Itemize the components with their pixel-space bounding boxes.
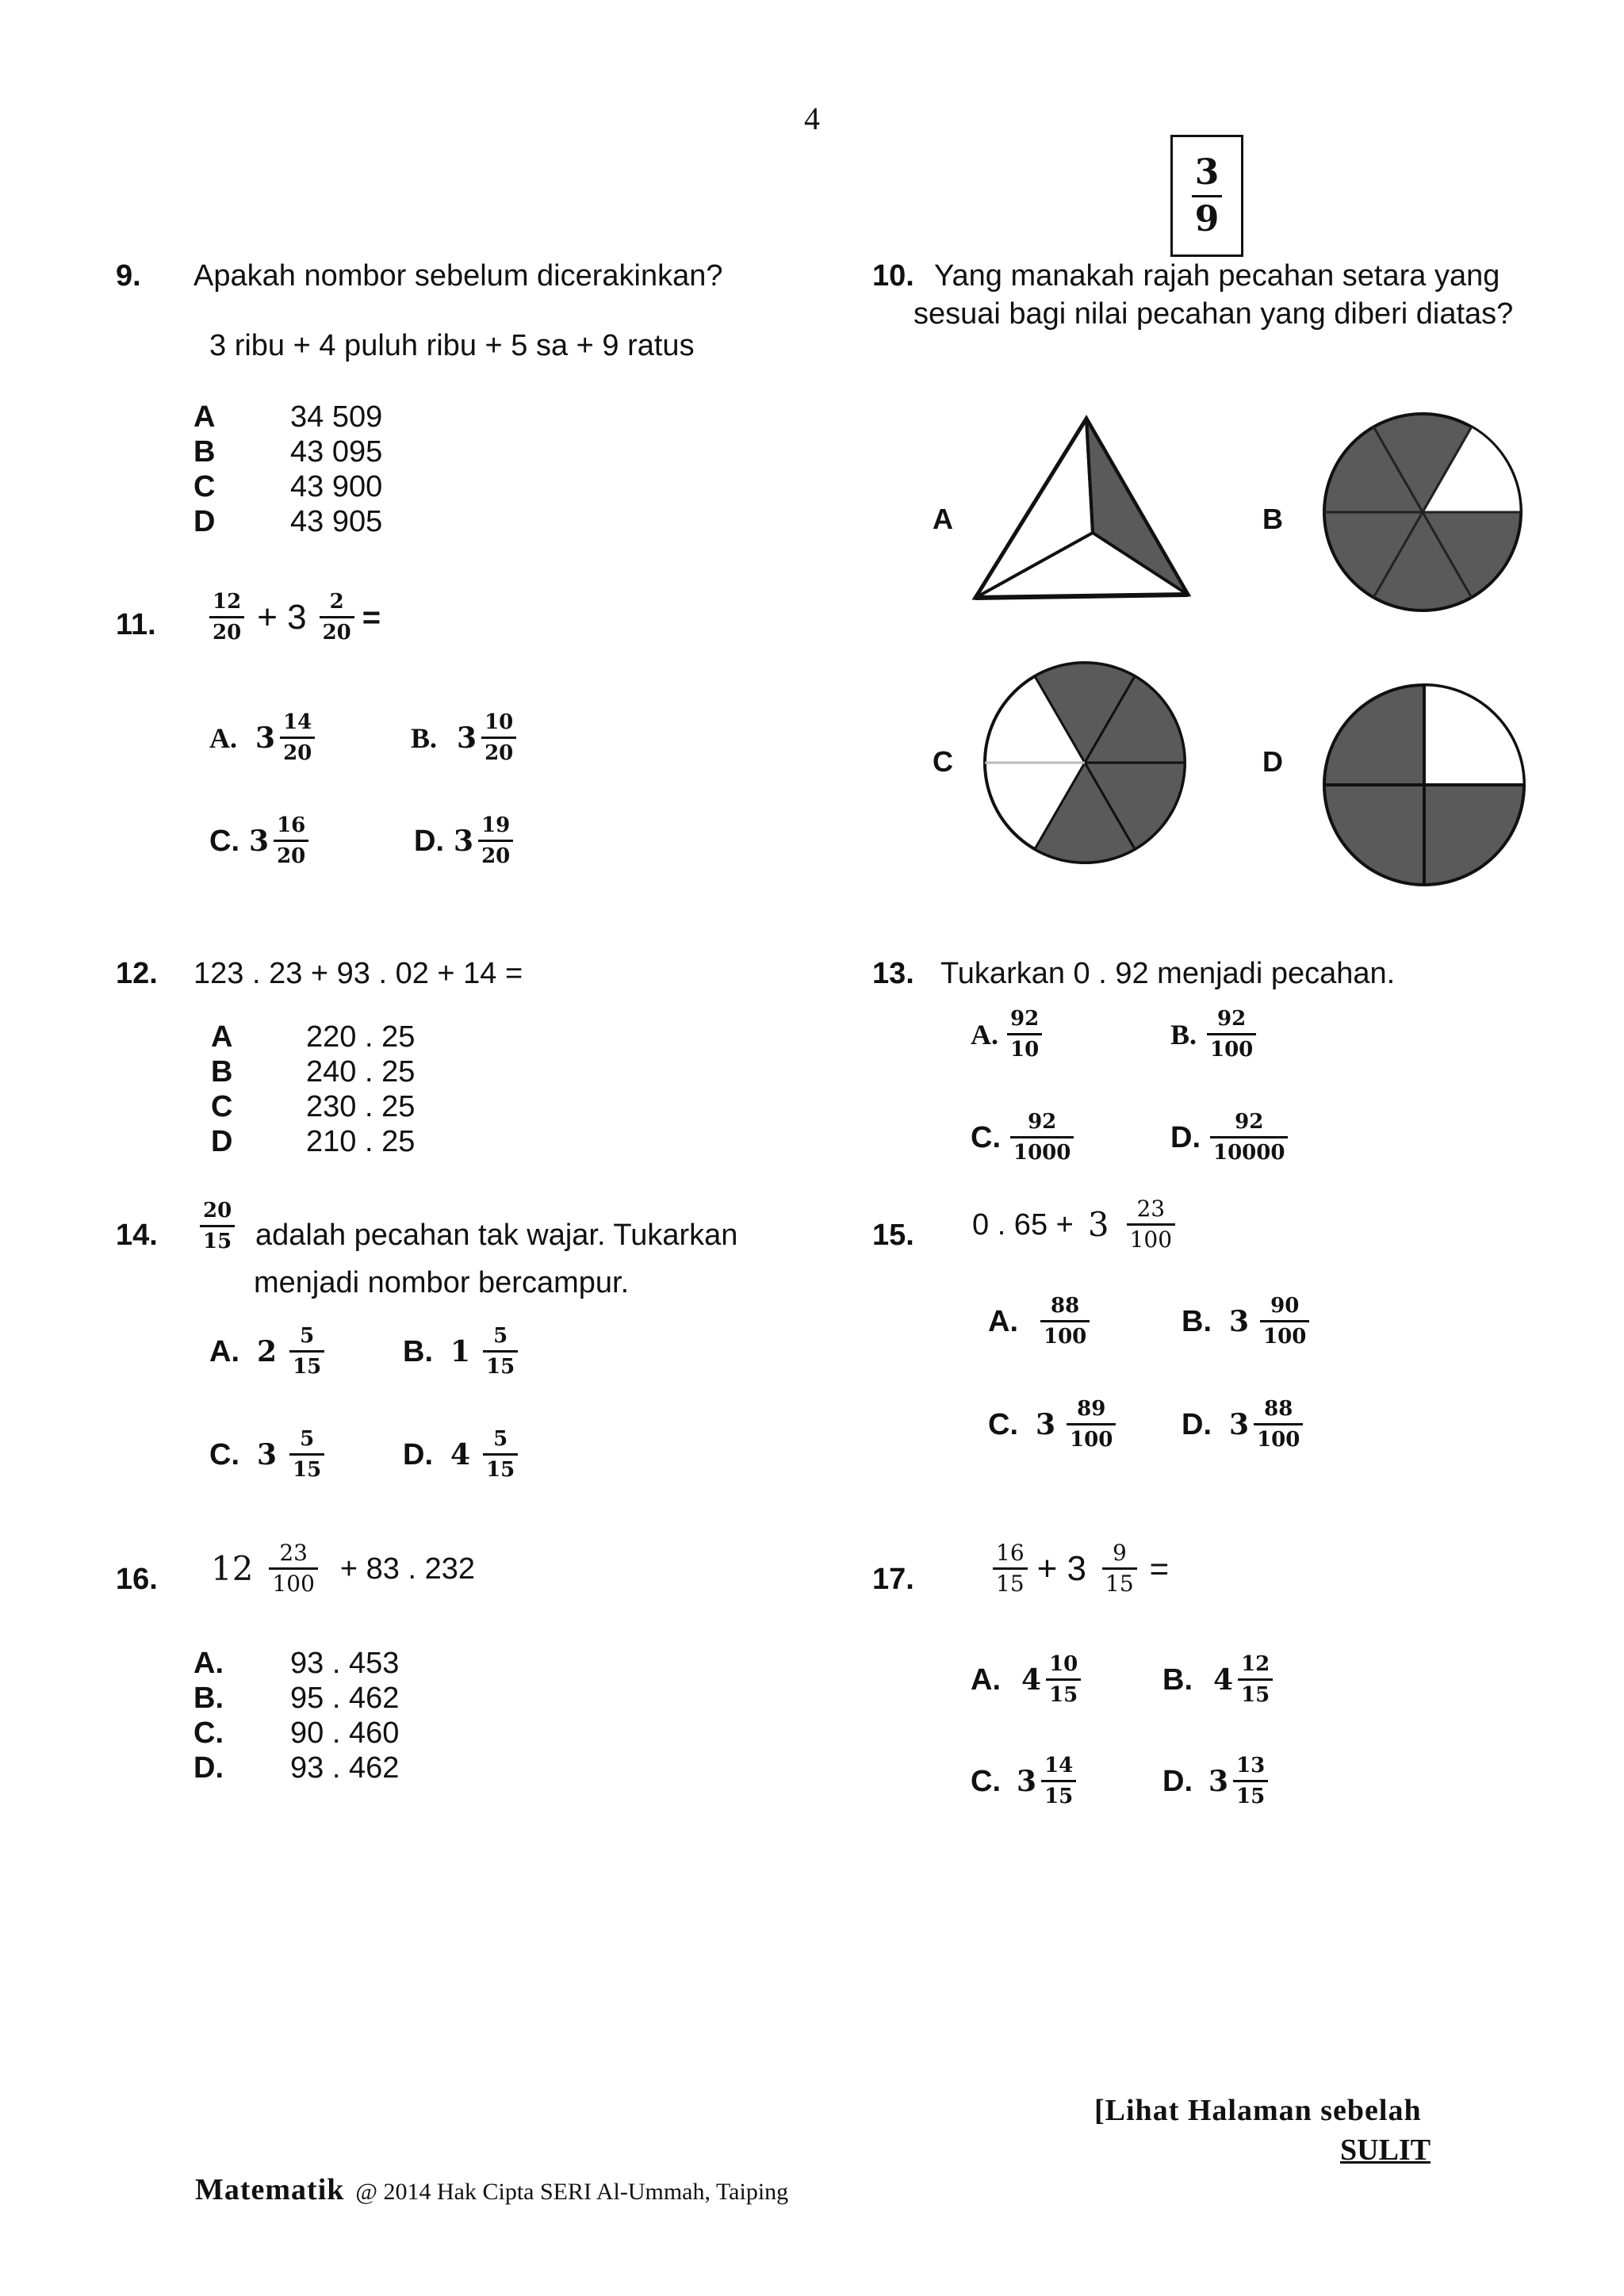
frac-den: 10000 [1210, 1136, 1288, 1165]
frac-num: 92 [1235, 1110, 1264, 1134]
frac-den: 10 [1007, 1033, 1042, 1062]
option-letter: B [211, 1055, 233, 1089]
option-letter: A [193, 400, 216, 434]
option-letter: C. [971, 1120, 1001, 1154]
frac-den: 20 [320, 616, 354, 645]
q16-option-a[interactable] [193, 1646, 399, 1681]
given-fraction-num: 3 [1194, 151, 1220, 193]
frac-den: 100 [1127, 1223, 1175, 1252]
option-letter: D. [1170, 1120, 1201, 1154]
given-fraction-den: 9 [1192, 195, 1223, 239]
option-fraction [1233, 1754, 1268, 1808]
q16-whole: 12 [211, 1549, 254, 1588]
frac-den: 1000 [1010, 1136, 1074, 1165]
q10-line1: Yang manakah rajah pecahan setara yang [934, 259, 1500, 293]
option-letter: B. [1170, 1018, 1197, 1050]
q17-option-a[interactable] [971, 1652, 1086, 1707]
frac-den: 100 [1207, 1033, 1256, 1062]
frac-num: 92 [1010, 1007, 1040, 1031]
option-fraction [1260, 1294, 1309, 1349]
q15-option-c[interactable] [988, 1397, 1120, 1452]
option-value: 95 . 462 [290, 1682, 400, 1715]
q13-option-d[interactable] [1170, 1110, 1293, 1165]
frac-num: 5 [300, 1427, 315, 1451]
option-fraction [1254, 1397, 1303, 1452]
option-letter: B. [1182, 1304, 1212, 1338]
q17-number: 17. [872, 1563, 914, 1596]
q16-suffix: + 83 . 232 [339, 1552, 475, 1586]
footer-subject: Matematik [195, 2173, 345, 2206]
q16-option-d[interactable] [193, 1751, 399, 1785]
q11-option-a[interactable] [209, 710, 320, 765]
option-whole: 3 [255, 721, 276, 755]
frac-den: 15 [1102, 1567, 1137, 1596]
q16-option-b[interactable] [193, 1681, 399, 1716]
q10-number: 10. [872, 259, 914, 293]
option-letter: A. [971, 1018, 998, 1050]
q16-fraction [269, 1541, 317, 1596]
frac-num: 19 [481, 813, 511, 837]
footer-copyright-line [195, 2172, 788, 2207]
q16-option-c[interactable] [193, 1716, 399, 1751]
q9-options [193, 400, 382, 539]
option-fraction [1238, 1652, 1273, 1707]
q13-question: Tukarkan 0 . 92 menjadi pecahan. [940, 957, 1396, 990]
option-letter: D. [193, 1751, 224, 1785]
option-whole: 3 [1208, 1764, 1229, 1798]
q16-number: 16. [116, 1563, 158, 1596]
option-letter: B. [193, 1682, 224, 1715]
q15-prefix: 0 . 65 + [972, 1207, 1074, 1242]
q17-option-c[interactable] [971, 1754, 1081, 1808]
q10-line2: sesuai bagi nilai pecahan yang diberi diatas? [914, 297, 1514, 331]
q14-option-d[interactable] [403, 1427, 523, 1482]
q15-option-d[interactable] [1182, 1397, 1308, 1452]
q9-expression: 3 ribu + 4 puluh ribu + 5 sa + 9 ratus [209, 329, 695, 362]
option-value: 220 . 25 [306, 1020, 416, 1054]
option-letter: C. [209, 824, 239, 858]
q15-expression [972, 1197, 1180, 1252]
q14-line1: adalah pecahan tak wajar. Tukarkan [255, 1219, 738, 1252]
frac-den: 15 [289, 1453, 324, 1482]
frac-num: 12 [213, 590, 242, 614]
q9-option-c[interactable] [193, 469, 382, 504]
q14-option-b[interactable] [403, 1324, 523, 1379]
option-value: 43 900 [290, 470, 383, 503]
frac-num: 92 [1028, 1110, 1057, 1134]
q10-option-c-circle[interactable] [980, 658, 1189, 867]
frac-den: 15 [1041, 1780, 1076, 1808]
q12-option-a[interactable] [211, 1020, 415, 1054]
q17-fraction-2 [1102, 1541, 1137, 1596]
option-letter: C. [209, 1437, 239, 1471]
q11-option-c[interactable] [209, 813, 313, 868]
q10-label-a: A [933, 503, 953, 535]
q15-option-b[interactable] [1182, 1294, 1314, 1349]
frac-den: 15 [993, 1567, 1028, 1596]
q16-expression [211, 1541, 475, 1596]
frac-num: 13 [1236, 1754, 1266, 1777]
frac-num: 16 [996, 1540, 1025, 1566]
option-letter: D. [414, 824, 444, 858]
frac-den: 15 [483, 1350, 518, 1379]
frac-den: 15 [289, 1350, 324, 1379]
q14-line2: menjadi nombor bercampur. [254, 1266, 630, 1299]
q13-number: 13. [872, 957, 914, 990]
option-fraction [1010, 1110, 1074, 1165]
footer-sulit: SULIT [1340, 2133, 1431, 2167]
option-letter: A. [988, 1304, 1018, 1338]
option-fraction [289, 1324, 324, 1379]
option-letter: C. [193, 1716, 224, 1750]
option-value: 34 509 [290, 400, 383, 434]
frac-num: 16 [277, 813, 306, 837]
q14-number: 14. [116, 1219, 158, 1252]
option-value: 43 905 [290, 505, 383, 538]
q13-option-c[interactable] [971, 1110, 1078, 1165]
option-fraction [1067, 1397, 1116, 1452]
q17-option-d[interactable] [1162, 1754, 1273, 1808]
option-fraction [1041, 1754, 1076, 1808]
q12-option-c[interactable] [211, 1089, 415, 1124]
option-fraction [483, 1427, 518, 1482]
q10-label-c: C [933, 745, 953, 778]
frac-num: 10 [1049, 1652, 1078, 1676]
option-fraction [1007, 1007, 1042, 1062]
option-letter: B. [411, 721, 438, 754]
frac-num: 5 [493, 1427, 508, 1451]
q9-option-b[interactable] [193, 434, 382, 469]
frac-den: 20 [481, 737, 516, 765]
q11-equals: = [362, 599, 381, 635]
option-value: 93 . 453 [290, 1647, 400, 1680]
frac-den: 20 [209, 616, 244, 645]
option-letter: C. [971, 1764, 1001, 1798]
frac-den: 100 [1260, 1320, 1309, 1349]
frac-num: 88 [1264, 1397, 1293, 1421]
frac-den: 15 [483, 1453, 518, 1482]
option-letter: D. [1182, 1407, 1212, 1441]
option-whole: 3 [249, 824, 270, 858]
frac-num: 5 [300, 1324, 315, 1348]
option-value: 210 . 25 [306, 1125, 416, 1158]
option-whole: 2 [257, 1334, 278, 1368]
frac-den: 15 [1233, 1780, 1268, 1808]
option-whole: 3 [457, 721, 477, 755]
option-letter: D [211, 1125, 233, 1158]
q11-number: 11. [116, 608, 156, 641]
q15-whole: 3 [1087, 1205, 1109, 1244]
option-letter: A. [209, 721, 237, 754]
option-fraction [1207, 1007, 1256, 1062]
q9-question: Apakah nombor sebelum dicerakinkan? [193, 259, 723, 293]
option-letter: B. [403, 1334, 433, 1368]
frac-num: 12 [1241, 1652, 1270, 1676]
option-whole: 3 [1036, 1407, 1056, 1441]
q11-option-b[interactable] [411, 710, 521, 765]
q15-number: 15. [872, 1219, 914, 1252]
option-whole: 3 [1229, 1407, 1250, 1441]
footer-copyright: @ 2014 Hak Cipta SERI Al-Ummah, Taiping [355, 2179, 789, 2205]
option-value: 43 095 [290, 435, 383, 469]
option-letter: D [193, 505, 216, 538]
option-value: 230 . 25 [306, 1090, 416, 1123]
q17-expression [988, 1541, 1169, 1596]
option-fraction [274, 813, 308, 868]
q12-expression: 123 . 23 + 93 . 02 + 14 = [193, 957, 523, 990]
option-fraction [1210, 1110, 1288, 1165]
q14-fraction-wrap [195, 1199, 239, 1253]
q17-plus: + 3 [1036, 1548, 1087, 1588]
frac-num: 5 [493, 1324, 508, 1348]
q16-options [193, 1646, 399, 1785]
frac-den: 15 [200, 1225, 235, 1253]
option-whole: 4 [450, 1437, 471, 1471]
page-number: 4 [804, 101, 820, 136]
q9-option-d[interactable] [193, 504, 382, 539]
option-letter: A. [971, 1663, 1001, 1697]
frac-den: 100 [269, 1567, 317, 1596]
option-letter: C. [988, 1407, 1018, 1441]
option-letter: D. [403, 1437, 433, 1471]
frac-num: 23 [1136, 1196, 1166, 1222]
option-letter: A [211, 1020, 233, 1054]
q10-label-b: B [1262, 503, 1283, 535]
q10-option-d-circle[interactable] [1320, 680, 1529, 890]
option-whole: 3 [1017, 1764, 1037, 1798]
option-letter: B. [1162, 1663, 1193, 1697]
q12-option-d[interactable] [211, 1124, 415, 1159]
option-fraction [478, 813, 513, 868]
option-letter: D. [1162, 1764, 1193, 1798]
q10-label-d: D [1262, 745, 1283, 778]
given-fraction [1192, 153, 1223, 239]
frac-num: 23 [279, 1540, 308, 1566]
option-fraction [289, 1427, 324, 1482]
option-whole: 3 [257, 1437, 278, 1471]
q17-fraction-1 [993, 1541, 1028, 1596]
frac-den: 20 [274, 840, 308, 868]
q14-option-c[interactable] [209, 1427, 329, 1482]
q10-option-a-triangle[interactable] [967, 409, 1197, 607]
option-fraction [481, 710, 516, 765]
option-whole: 3 [454, 824, 474, 858]
frac-den: 15 [1238, 1678, 1273, 1707]
q10-option-b-circle[interactable] [1320, 409, 1526, 615]
option-value: 93 . 462 [290, 1751, 400, 1785]
frac-num: 2 [329, 590, 344, 614]
q17-option-b[interactable] [1162, 1652, 1277, 1707]
option-fraction [1040, 1294, 1090, 1349]
frac-num: 10 [485, 710, 514, 734]
given-fraction-box [1170, 135, 1243, 257]
q13-option-a[interactable] [971, 1007, 1047, 1062]
q11-plus: + 3 [257, 597, 307, 637]
option-letter: B [193, 435, 216, 469]
option-letter: C [211, 1090, 233, 1123]
q14-option-a[interactable] [209, 1324, 329, 1379]
frac-num: 14 [283, 710, 312, 734]
option-whole: 1 [450, 1334, 471, 1368]
frac-num: 88 [1051, 1294, 1080, 1318]
q12-options [211, 1020, 415, 1159]
q12-number: 12. [116, 957, 158, 990]
frac-num: 90 [1270, 1294, 1300, 1318]
option-whole: 4 [1213, 1663, 1234, 1697]
q13-option-b[interactable] [1170, 1007, 1261, 1062]
option-letter: C [193, 470, 216, 503]
footer-lihat: [Lihat Halaman sebelah [1094, 2094, 1422, 2127]
option-fraction [483, 1324, 518, 1379]
q15-option-a[interactable] [988, 1294, 1094, 1349]
q17-equals: = [1149, 1549, 1170, 1587]
option-value: 90 . 460 [290, 1716, 400, 1750]
frac-num: 20 [203, 1199, 232, 1223]
frac-den: 100 [1040, 1320, 1090, 1349]
option-fraction [280, 710, 315, 765]
q12-option-b[interactable] [211, 1054, 415, 1089]
q11-expression [205, 590, 381, 645]
frac-num: 14 [1044, 1754, 1074, 1777]
option-value: 240 . 25 [306, 1055, 416, 1089]
option-whole: 3 [1229, 1304, 1250, 1338]
option-fraction [1046, 1652, 1081, 1707]
frac-num: 9 [1112, 1540, 1127, 1566]
q9-number: 9. [116, 259, 141, 293]
q9-option-a[interactable] [193, 400, 382, 434]
frac-den: 20 [280, 737, 315, 765]
q11-fraction-2 [320, 590, 354, 645]
q15-fraction [1127, 1197, 1175, 1252]
q11-fraction-1 [209, 590, 244, 645]
option-whole: 4 [1021, 1663, 1042, 1697]
q11-option-d[interactable] [414, 813, 518, 868]
option-letter: A. [209, 1334, 239, 1368]
frac-num: 92 [1217, 1007, 1247, 1031]
frac-den: 15 [1046, 1678, 1081, 1707]
frac-den: 100 [1067, 1423, 1116, 1452]
q14-fraction [200, 1199, 235, 1253]
frac-den: 100 [1254, 1423, 1303, 1452]
frac-den: 20 [478, 840, 513, 868]
option-letter: A. [193, 1647, 224, 1680]
frac-num: 89 [1077, 1397, 1106, 1421]
